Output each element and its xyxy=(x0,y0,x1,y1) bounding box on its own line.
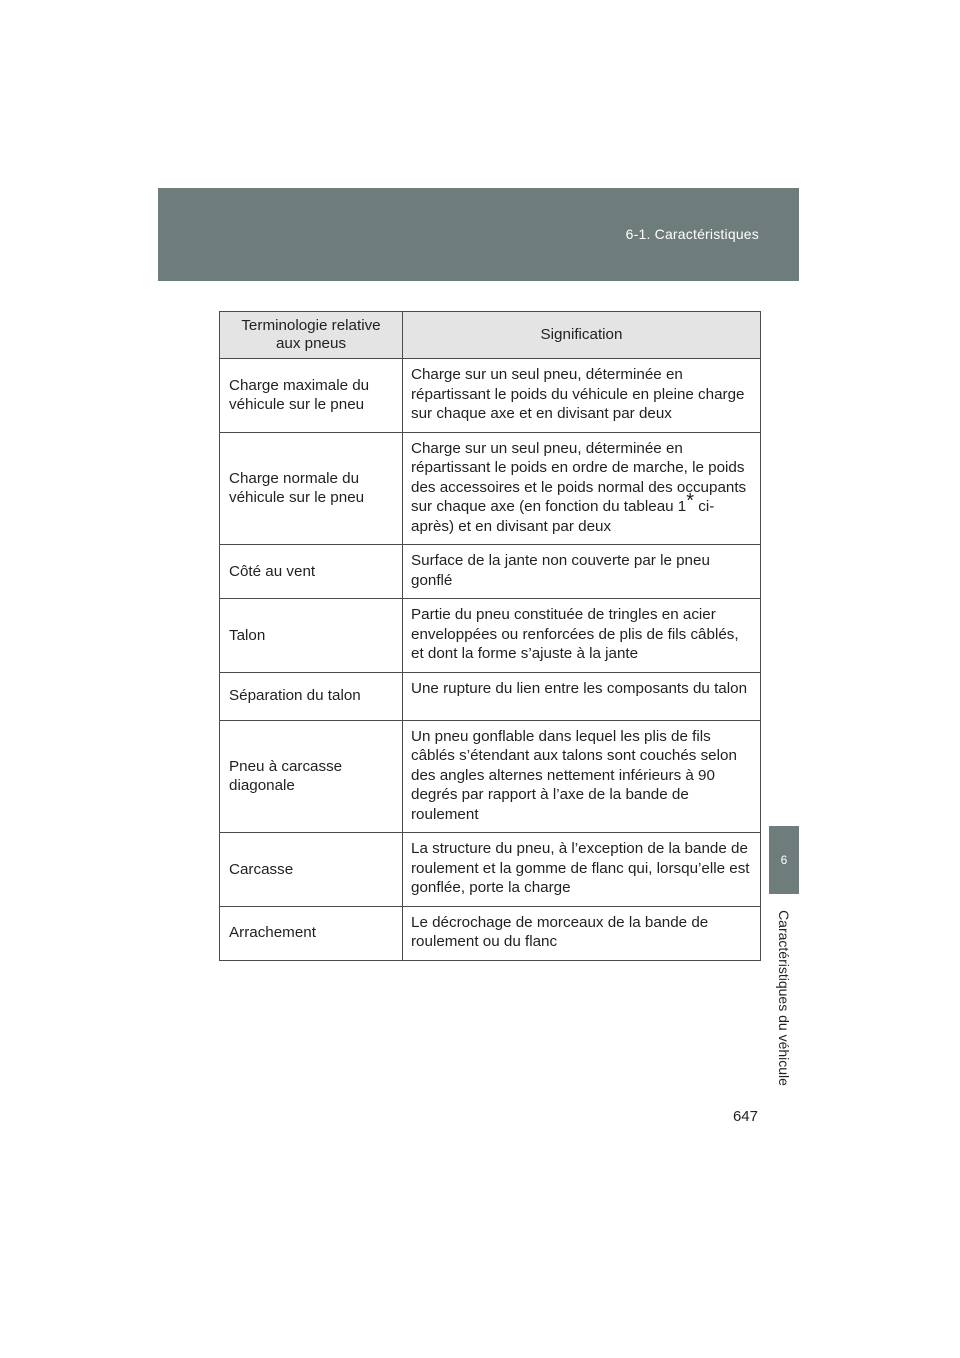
meaning-cell: Une rupture du lien entre les composants du talon xyxy=(403,672,761,720)
chapter-number: 6 xyxy=(780,853,788,867)
meaning-cell: Charge sur un seul pneu, déterminée en répartissant le poids du véhicule en pleine charge sur chaque axe et en divisant par deux xyxy=(403,359,761,433)
page-number: 647 xyxy=(732,1108,758,1125)
table-row xyxy=(220,720,761,833)
table-row xyxy=(220,672,761,720)
meaning-text: Charge sur un seul pneu, déterminée en répartissant le poids en ordre de marche, le poids des accessoires et le poids normal des occupants sur chaque axe (en fonction du tableau 1 xyxy=(411,439,747,515)
term-cell: Carcasse xyxy=(220,833,403,907)
table-row xyxy=(220,432,761,545)
term-cell: Séparation du talon xyxy=(220,672,403,720)
meaning-cell xyxy=(403,432,761,545)
tire-terminology-table xyxy=(219,311,761,961)
meaning-text-suffix: ci-après) et en divisant par deux xyxy=(411,498,715,535)
footnote-star: * xyxy=(686,490,695,512)
term-cell: Arrachement xyxy=(220,906,403,960)
meaning-cell: Partie du pneu constituée de tringles en acier enveloppées ou renforcées de plis de fils câblés, et dont la forme s’ajuste à la jante xyxy=(403,599,761,673)
meaning-cell: Surface de la jante non couverte par le pneu gonflé xyxy=(403,545,761,599)
header-band xyxy=(158,188,799,281)
chapter-label: Caractéristiques du véhicule xyxy=(776,910,792,1086)
meaning-cell: La structure du pneu, à l’exception de la bande de roulement et la gomme de flanc qui, lorsqu’elle est gonflée, porte la charge xyxy=(403,833,761,907)
term-cell: Charge normale du véhicule sur le pneu xyxy=(220,432,403,545)
meaning-cell: Un pneu gonflable dans lequel les plis de fils câblés s’étendant aux talons sont couchés selon des angles alternes nettement inférieurs à 90 degrés par rapport à l’axe de la bande de roulement xyxy=(403,720,761,833)
term-cell: Talon xyxy=(220,599,403,673)
table-row xyxy=(220,833,761,907)
table-row xyxy=(220,906,761,960)
term-cell: Pneu à carcasse diagonale xyxy=(220,720,403,833)
term-cell: Charge maximale du véhicule sur le pneu xyxy=(220,359,403,433)
header-term: Terminologie relative aux pneus xyxy=(220,312,403,359)
term-cell: Côté au vent xyxy=(220,545,403,599)
table-row xyxy=(220,545,761,599)
table-header-row xyxy=(220,312,761,359)
header-meaning: Signification xyxy=(403,312,761,359)
chapter-tab xyxy=(769,826,799,894)
section-title: 6-1. Caractéristiques xyxy=(625,226,759,242)
meaning-cell: Le décrochage de morceaux de la bande de roulement ou du flanc xyxy=(403,906,761,960)
table-row xyxy=(220,359,761,433)
table-row xyxy=(220,599,761,673)
